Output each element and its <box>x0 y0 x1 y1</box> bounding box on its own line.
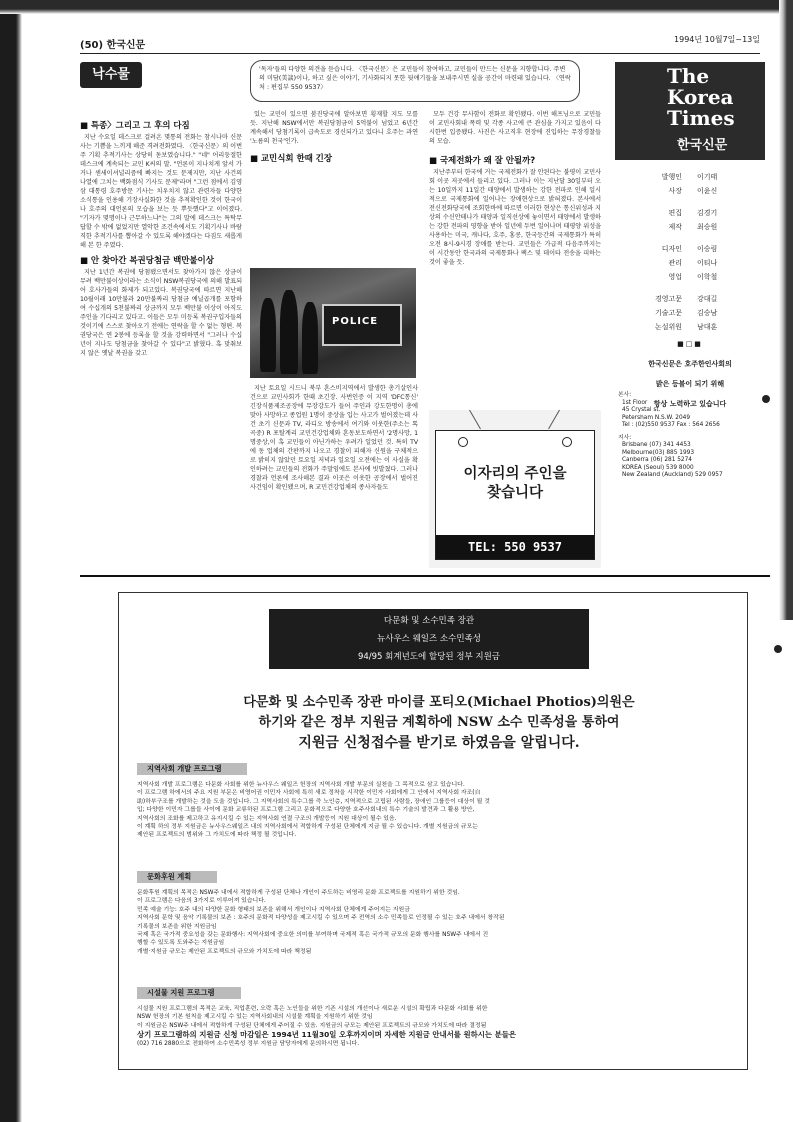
masthead-logo <box>615 62 765 160</box>
section-line: NSW 헌장의 기본 원칙을 제고시킬 수 있는 지역사회내의 시설물 계획을 지원하기 위한 것임 <box>137 1014 373 1021</box>
staff-name: 남대훈 <box>697 323 718 331</box>
staff-name: 김경기 <box>697 209 718 217</box>
section-line: 행할 수 있도록 도와주는 지원금임 <box>137 940 225 947</box>
scan-border-top <box>0 0 793 14</box>
section-cultural-sponsorship <box>137 871 737 956</box>
section-line: 기록물의 보존을 위한 지원금임 <box>137 923 217 930</box>
masthead-word: Times <box>667 106 735 130</box>
hq-phone: Tel : (02)550 9537 Fax : 564 2656 <box>622 422 720 428</box>
officer-figure <box>260 298 276 372</box>
contact-addresses <box>618 392 768 480</box>
staff-role: 편집 <box>668 209 682 217</box>
branch-line: Brisbane (07) 341 4453 <box>622 442 691 448</box>
section-line: 이 계획 하의 정부 지원금은 뉴사우스웨일즈 내의 지역사회에서 적합하게 구성된 단체에게 지금 될 수 있습니다. 개별 지원금의 규모는 <box>137 824 478 831</box>
staff-role: 디자인 <box>661 245 682 253</box>
section-line: 시설물 지원 프로그램의 목적은 교육, 직업훈련, 오락 혹은 노인들을 위한 기존 시설의 개선이나 새로운 시설의 확립과 다문화 사회를 위한 <box>137 1006 488 1012</box>
staff-row <box>615 186 765 200</box>
section-line: 이 지원금은 NSW주 내에서 적합하게 구성된 단체에게 주어질 수 있음. 지원금의 규모는 제안된 프로젝트의 규모와 가치도에 따라 결정됨 <box>137 1022 487 1029</box>
staff-role: 관리 <box>668 259 682 267</box>
reader-notice-box <box>250 60 580 102</box>
section-line: 제안된 프로젝트의 범위와 그 가치도에 따라 책정 될 것입니다. <box>137 832 297 839</box>
section-line: 지역사회 개발 프로그램은 다문화 사회를 위한 뉴사우스 웨일즈 헌장의 지역사회 개발 부문의 실천을 그 목적으로 삼고 있습니다. <box>137 782 465 788</box>
staff-row <box>615 172 765 186</box>
section-line: 이 프로그램 하에서의 주요 지원 부문은 비영어권 이민자 사회에 특히 새로 정착을 시작한 이민자 사회에게 그 안에서 지역사회 자조(自 <box>137 790 481 797</box>
branch-line: Melbourne(03) 885 1993 <box>622 449 695 456</box>
headline-scoop: ■ 특종〉그리고 그 후의 다짐 <box>80 121 190 131</box>
job-ad-line-2: 찾습니다 <box>486 485 544 501</box>
ornament-squares: ■□■ <box>677 340 703 348</box>
banner-line: 다문화 및 소수민족 장관 <box>383 616 475 626</box>
scan-border-left <box>0 0 22 1122</box>
article-column-2-bottom <box>250 384 418 570</box>
staff-row <box>615 208 765 222</box>
police-van-label: POLICE <box>332 316 379 327</box>
section-title: 시설물 지원 프로그램 <box>137 987 241 999</box>
officer-figure <box>280 290 298 374</box>
branch-label: 지사: <box>618 434 632 441</box>
hq-label: 본사: <box>618 392 632 398</box>
hanging-wire <box>469 410 481 430</box>
staff-role: 발행인 <box>661 173 682 181</box>
deadline-line: 상기 프로그램하의 지원금 신청 마감일은 1994년 11월30일 오후까지이며 자세한 지원금 안내서를 원하시는 분들은 <box>137 1030 517 1040</box>
page-number-label: (50) 한국신문 <box>80 40 146 51</box>
mission-line: 항상 노력하고 있습니다 <box>653 400 727 408</box>
staff-name: 강대길 <box>697 295 718 303</box>
government-grant-notice <box>118 592 748 1070</box>
job-ad-headline <box>436 465 594 503</box>
mission-line: 밝은 등불이 되기 위해 <box>655 380 725 388</box>
article-community-tension-body: 지난 토요일 시드니 북부 혼스비지역에서 발생한 총기살인사건으로 교민사회가 한때 초긴장. 사번인증 이 지역 'DFC통신' 긴장식품제조공장에 무장강도가 들어 주인과 강도한명이 총에 맞아 사망하고 종업원 1명이 중상을 입는 사고가 벌어졌는데 사건 초기 신문과 TV, 라디오 방송에서 여기와 이웃한(주소는 톡곡중) R 포탈계리 교민건강업체와 혼동보도하면서 '2명사망, 1명중상,이 혹 교민들이 아닌가하는 우려가 일었던 것. 특히 TV에 동 업체의 간판까지 나오고 경찰이 피해자 신원을 구체적으로 밝히지 않았던 토요일 저녁과 일요일 오전에는 이 사실을 확인하려는 교민들의 전화가 주말임에도 본사에 빗발쳤다. 그러나 경찰과 언론에 조사해본 결과 이곳은 이웃한 공장에서 벌어진 사건임이 확인됐으며, R 교민건강업체의 종사자들도 <box>250 385 418 491</box>
section-line: 이 프로그램은 다음의 3가지로 이루어져 있습니다. <box>137 898 266 905</box>
hanging-wire <box>548 410 560 430</box>
hq-address-line: 1st Floor <box>622 399 648 406</box>
job-ad-phone: TEL: 550 9537 <box>436 535 594 559</box>
staff-list <box>615 172 765 414</box>
section-community-development <box>137 763 737 840</box>
article-column-2-top <box>250 110 418 250</box>
staff-name: 이학철 <box>697 273 718 281</box>
section-line: 국제 혹은 국가적 중요성을 갖는 문화행사: 지역사회에 중요한 의미를 부여하며 국제적 혹은 국가적 규모의 문화 행사를 NSW주 내에서 진 <box>137 932 489 939</box>
branch-line: New Zealand (Auckland) 529 0957 <box>622 472 723 478</box>
branch-line: Canberra (06) 281 5274 <box>622 457 692 463</box>
banner-line: 뉴사우스 웨일즈 소수민족성 <box>377 634 481 644</box>
staff-name: 이윤신 <box>697 187 718 195</box>
article-tension-continued: 모두 건강 무사함이 전화로 확인됐다. 이번 해프닝으로 교민들이 교민사회내 폭력 및 각종 사고에 큰 관심을 가지고 있음이 다시한번 입증됐다. 사진은 사고직후 현장에 진입하는 무장경찰들의 모습. <box>429 111 601 145</box>
headline-lottery: ■ 안 찾아간 복권당첨금 백만불이상 <box>80 256 214 266</box>
article-international-calls-body: 지난주부터 한국에 거는 국제전화가 잘 안된다는 불평이 교민사회 이곳 저곳에서 들리고 있다. 그러나 이는 지난달 30일부터 오는 10일까지 11일간 태양에서 발생하는 강한 전파로 인해 일시적으로 국제통화에 일어나는 장애현상으로 밝혀졌다. 본사에서 전신전화당국에 조회한바에 따르면 이러한 현상은 통신위성과 지상의 수신안테나가 태양과 일직선상에 놓이면서 태양에서 발생하는 강한 전파의 영향을 받아 일년에 두번 일어나며 태평양 위성을 사용하는 미국, 캐나다, 호주, 홍콩, 한국등간의 국제통화가 특히 오전 8시-9시경 장애를 받는다. 교민들은 가급적 다음주까지는 이 시간동안 한국과의 국제통화나 팩스 및 데이타 전송을 피하는 것이 좋을 듯. <box>429 169 601 266</box>
staff-row <box>615 322 765 336</box>
article-column-3 <box>429 110 601 406</box>
police-scene-photo <box>250 268 416 378</box>
article-lottery-body: 지난 1년간 복권에 당첨됐으면서도 찾아가지 않은 상금이 무려 백만불이상이라는 소식이 NSW복권당국에 의해 발표되어 호사가들의 화제가 되고있다. 복권당국에 따르면 지난해 10월이래 10만불과 20만불짜리 당첨금 예닐곱개를 포함하여 수십개의 5천불짜리 상금까지 모두 백만불 이상이 아직도 주인을 기다리고 있다고. 이들은 모두 미등록 복권구입자들의 것이기에 스스로 찾아오기 전에는 연락을 할 수 없는 형편. 복권당국은 연 2봉에 등록을 할 것을 강력하면서 "그러나 수십년이 지나도 당첨금을 찾아갈 수 있다"고 밝혔다. 혹 맞춰보지 않은 옛날 복권을 갖고 <box>80 269 242 357</box>
staff-row <box>615 308 765 322</box>
section-line: (02) 716 2880으로 전화하여 소수민족성 정부 지원금 담당자에게 문의하시면 됩니다. <box>137 1041 360 1048</box>
job-ad-card <box>435 430 595 560</box>
section-line: 개별·지원금 규모는 제안된 프로젝트의 규모와 가치도에 따라 책정됨 <box>137 948 312 955</box>
article-lottery-continued: 있는 교민이 있으면 붐진당국에 알아보면 횡재할 지도 모를 듯. 지난해 NSW에서만 복권당첨금이 5억불이 넘었고 6년간 계속해서 당첨기록이 급속도로 경신되가고 있다니 호주는 과연 '노름의 천국'인가. <box>250 111 418 145</box>
masthead-korean: 한국신문 <box>677 138 728 153</box>
article-column-1 <box>80 118 242 570</box>
column-logo: 낙수물 <box>80 62 142 88</box>
headline-international-calls: ■ 국제전화가 왜 잘 안될까? <box>429 156 536 166</box>
staff-row <box>615 258 765 272</box>
article-scoop-body: 지난 수요일 데스크로 걸려온 몇통의 전화는 참시나마 신문사는 기쁨을 느끼게 해준 격려전화였다. 〈한국신문〉의 이번주 기획 추적기사는 상당히 돋보였습니다." "네" 어리둥절한 데스크에 계속되는 교민 K씨의 말. "언론이 지나치게 앞서 가거나 센세이셔널리즘에 빠지는 것도 문제지만, 지난 사건의 나열에 그치는 백화점식 기사도 문제"라며 "그런 점에서 김영삼 대통령 호주방문 기사는 치우치지 않고 관련자들 다양한 소식통을 인용해 기장사실화한 것을 추적확인한 것이 한국이나 호주의 대언론의 모습을 보는 듯 뿌듯했다"고 이어졌다. "기자가 몇명이나 근무하느냐"는 그의 말에 데스크는 특탁무답할 수 밖에 없었지만 열악한 조건속에서도 기획기사나 바람직한 추적기사를 뽑아갈 수 있도록 해야겠다는 다짐도 새롭게 해 본 한 주였다. <box>80 134 242 249</box>
staff-role: 기술고문 <box>654 309 682 317</box>
issue-date: 1994년 10월7일~13일 <box>674 35 760 44</box>
job-wanted-ad <box>429 410 601 568</box>
staff-name: 이승림 <box>697 245 718 253</box>
grant-banner <box>269 609 589 669</box>
staff-name: 김승남 <box>697 309 718 317</box>
job-ad-line-1: 이자리의 주인을 <box>463 466 567 482</box>
staff-role: 영업 <box>668 273 682 281</box>
staff-role: 논설위원 <box>654 323 682 331</box>
staff-role: 사장 <box>668 187 682 195</box>
masthead-word: Korea <box>667 85 734 109</box>
section-line: 助)하부구조를 개발하는 것을 도울 것입니다. 그 지역사회의 특수그룹 즉 노인층, 지역적으로 고립된 사람들, 장애인 그룹등이 대상이 될 것 <box>137 798 490 805</box>
scan-border-right <box>779 0 793 620</box>
mission-line: 한국신문은 호주한인사회의 <box>648 360 732 368</box>
staff-row <box>615 272 765 286</box>
section-line: 입; 다양한 이민자 그룹들 사이에 문화 교류하된 프로그램 그리고 문화적으로 다양한 호주사회내의 특수 기술의 발견과 그 활용 방안, <box>137 807 475 814</box>
staff-name: 최승원 <box>697 223 718 231</box>
staff-name: 이기태 <box>697 173 718 181</box>
grant-headline <box>159 693 719 753</box>
section-divider <box>80 575 770 577</box>
section-title: 문화후원 계획 <box>137 871 217 883</box>
section-facilities-support <box>137 987 737 1049</box>
staff-role: 제작 <box>668 223 682 231</box>
punch-hole-icon <box>774 645 782 653</box>
hole-icon <box>562 437 572 447</box>
hq-address-line: Petersham N.S.W. 2049 <box>622 414 691 421</box>
staff-row <box>615 294 765 308</box>
masthead-word: The <box>667 64 710 88</box>
headline-line: 지원금 신청접수를 받기로 하였음을 알립니다. <box>298 735 580 751</box>
punch-hole-icon <box>762 395 770 403</box>
headline-line: 하기와 같은 정부 지원금 계획하에 NSW 소수 민족성을 통하여 <box>258 715 620 730</box>
section-title: 지역사회 개발 프로그램 <box>137 763 247 775</box>
masthead-english <box>667 66 735 129</box>
staff-role: 경영고문 <box>654 295 682 303</box>
headline-line: 다문화 및 소수민족 장관 마이클 포티오(Michael Photios)의원은 <box>243 695 635 710</box>
section-line: 문화후원 계획의 목적은 NSW주 내에서 적합하게 구성된 단체나 개인이 주도하는 비영리 문화 프로젝트를 지원하기 위한 것임. <box>137 890 460 896</box>
section-line: 지역사회의 조화를 제고하고 유지시킬 수 있는 지역사회 연결 구조의 개발등이 지원 대상이 될수 있음. <box>137 815 397 822</box>
banner-line: 94/95 회계년도에 할당된 정부 지원금 <box>357 652 501 662</box>
section-line: 민족 예술 기능: 호주 내의 다양한 문화 형태의 보존을 위해서 개인이나 지역사회 단체에게 주어지는 지원금 <box>137 906 410 913</box>
reader-notice-text: '독자'들의 다양한 의견을 듣습니다. 〈한국신문〉은 교민들이 참여하고, 교민들이 만드는 신문을 지향합니다. 주변의 미담(美談)이나, 하고 싶은 이야기, 기사화되지 못한 뒷얘기들을 보내주시면 실을 공간이 마련돼 있습니다. 〈연락처 : 편집부 550 9537〉 <box>259 66 571 91</box>
officer-figure <box>302 302 318 374</box>
staff-name: 이티나 <box>697 259 718 267</box>
section-line: 지역사회 문학 및 음악 기록물의 보존 : 호주의 문화적 다양성을 제고시킬 수 있으며 주 전역의 소수 민족들로 인정될 수 있는 호주 내에서 창작된 <box>137 915 505 922</box>
page-header <box>80 34 760 54</box>
hole-icon <box>458 437 468 447</box>
staff-row <box>615 222 765 236</box>
hq-address-line: 45 Crystal st. <box>622 407 661 413</box>
staff-row <box>615 244 765 258</box>
branch-line: KOREA (Seoul) 539 8000 <box>622 464 694 471</box>
headline-community-tension: ■ 교민식회 한때 긴장 <box>250 154 332 164</box>
